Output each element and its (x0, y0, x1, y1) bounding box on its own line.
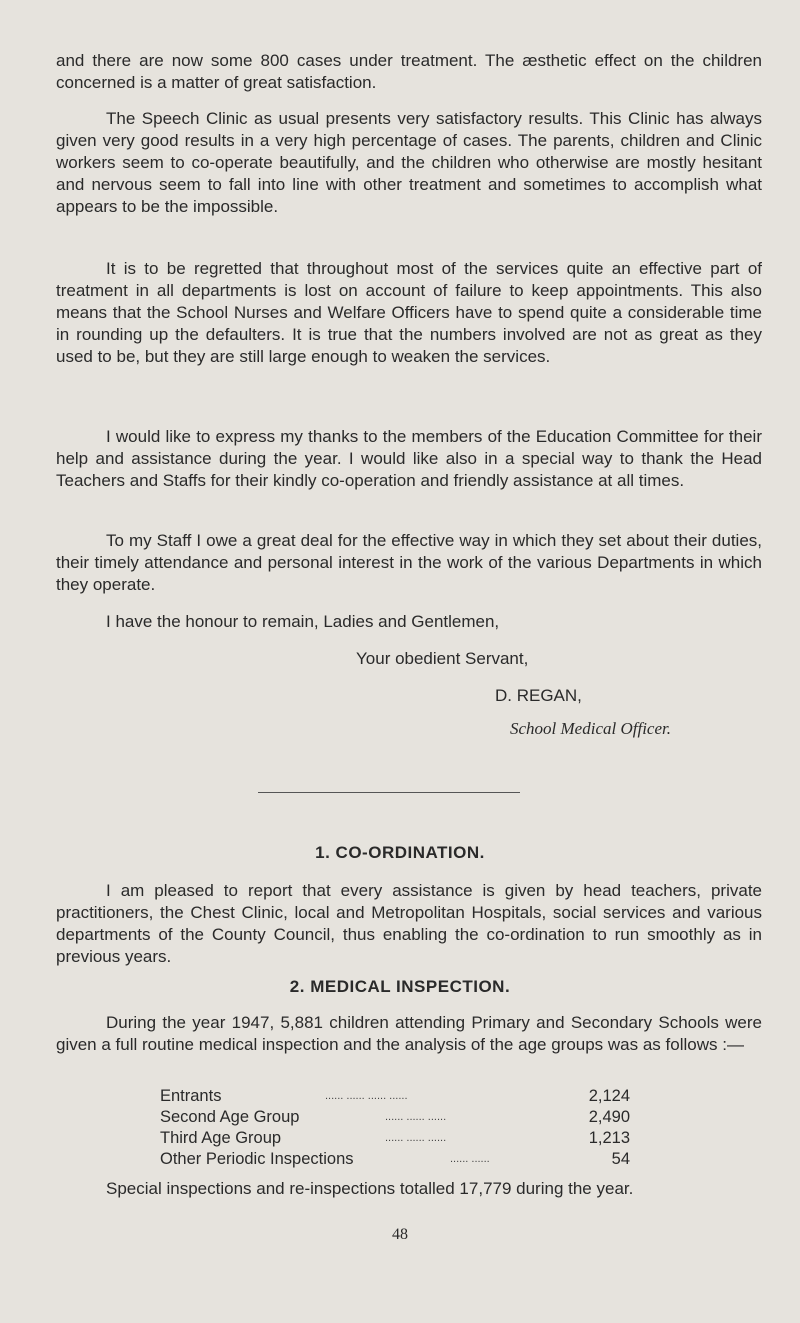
leader-dots: ...... ...... ...... (385, 1111, 447, 1123)
special-inspections-note: Special inspections and re-inspections totalled 17,779 during the year. (106, 1179, 634, 1198)
age-group-label: Second Age Group (160, 1108, 300, 1126)
closing-salutation: I have the honour to remain, Ladies and Gentlemen, (106, 612, 500, 631)
section-heading-medical-inspection: 2. MEDICAL INSPECTION. (289, 977, 511, 996)
paragraph-thanks-staff: To my Staff I owe a great deal for the effective way in which they set about their duties, their timely attendance and personal interest in the work of the various Departments in which they operate. (56, 531, 762, 594)
age-group-value: 54 (611, 1150, 630, 1168)
paragraph-thanks-committee: I would like to express my thanks to the members of the Education Committee for their help and assistance during the year. I would like also in a special way to thank the Head Teachers and Staffs for their kindly co-operation and friendly assistance at all times. (56, 427, 762, 490)
page-number: 48 (392, 1226, 408, 1243)
age-group-value: 2,124 (588, 1087, 630, 1105)
closing-valediction: Your obedient Servant, (356, 649, 529, 668)
signatory-title: School Medical Officer. (510, 719, 671, 738)
age-group-label: Other Periodic Inspections (160, 1150, 354, 1168)
table-row (160, 1107, 630, 1128)
age-group-label: Third Age Group (160, 1129, 282, 1147)
age-group-value: 1,213 (588, 1129, 630, 1147)
paragraph-coordination: I am pleased to report that every assistance is given by head teachers, private practitioners, the Chest Clinic, local and Metropolitan Hospitals, social services and various departments of the County Council, thus enabling the co-ordination to run smoothly as in previous years. (56, 881, 762, 966)
age-group-table (160, 1086, 630, 1170)
age-group-value: 2,490 (588, 1108, 630, 1126)
table-row (160, 1149, 630, 1170)
paragraph-appointments: It is to be regretted that throughout most of the services quite an effective part of treatment in all departments is lost on account of failure to keep appointments. This also means that the School Nurses and Welfare Officers have to spend quite a considerable time in rounding up the defaulters. It is true that the numbers involved are not as great as they used to be, but they are still large enough to weaken the services. (56, 259, 762, 366)
paragraph-speech-clinic: The Speech Clinic as usual presents very satisfactory results. This Clinic has always given very good results in a very high percentage of cases. The parents, children and Clinic workers seem to co-operate beautifully, and the children who otherwise are mostly hesitant and nervous seem to fall into line with other treatment and sometimes to accomplish what appears to be the impossible. (56, 109, 762, 216)
section-heading-coordination: 1. CO-ORDINATION. (315, 843, 485, 862)
signatory-name: D. REGAN, (495, 686, 582, 705)
table-row (160, 1086, 630, 1107)
paragraph-continuation: and there are now some 800 cases under treatment. The æsthetic effect on the children concerned is a matter of great satisfaction. (56, 51, 762, 92)
leader-dots: ...... ...... ...... (385, 1132, 447, 1144)
section-divider (258, 792, 520, 793)
age-group-label: Entrants (160, 1087, 222, 1105)
leader-dots: ...... ...... ...... ...... (325, 1090, 408, 1102)
leader-dots: ...... ...... (450, 1153, 490, 1165)
paragraph-medical-inspection: During the year 1947, 5,881 children attending Primary and Secondary Schools were given a full routine medical inspection and the analysis of the age groups was as follows :— (56, 1013, 762, 1054)
table-row (160, 1128, 630, 1149)
